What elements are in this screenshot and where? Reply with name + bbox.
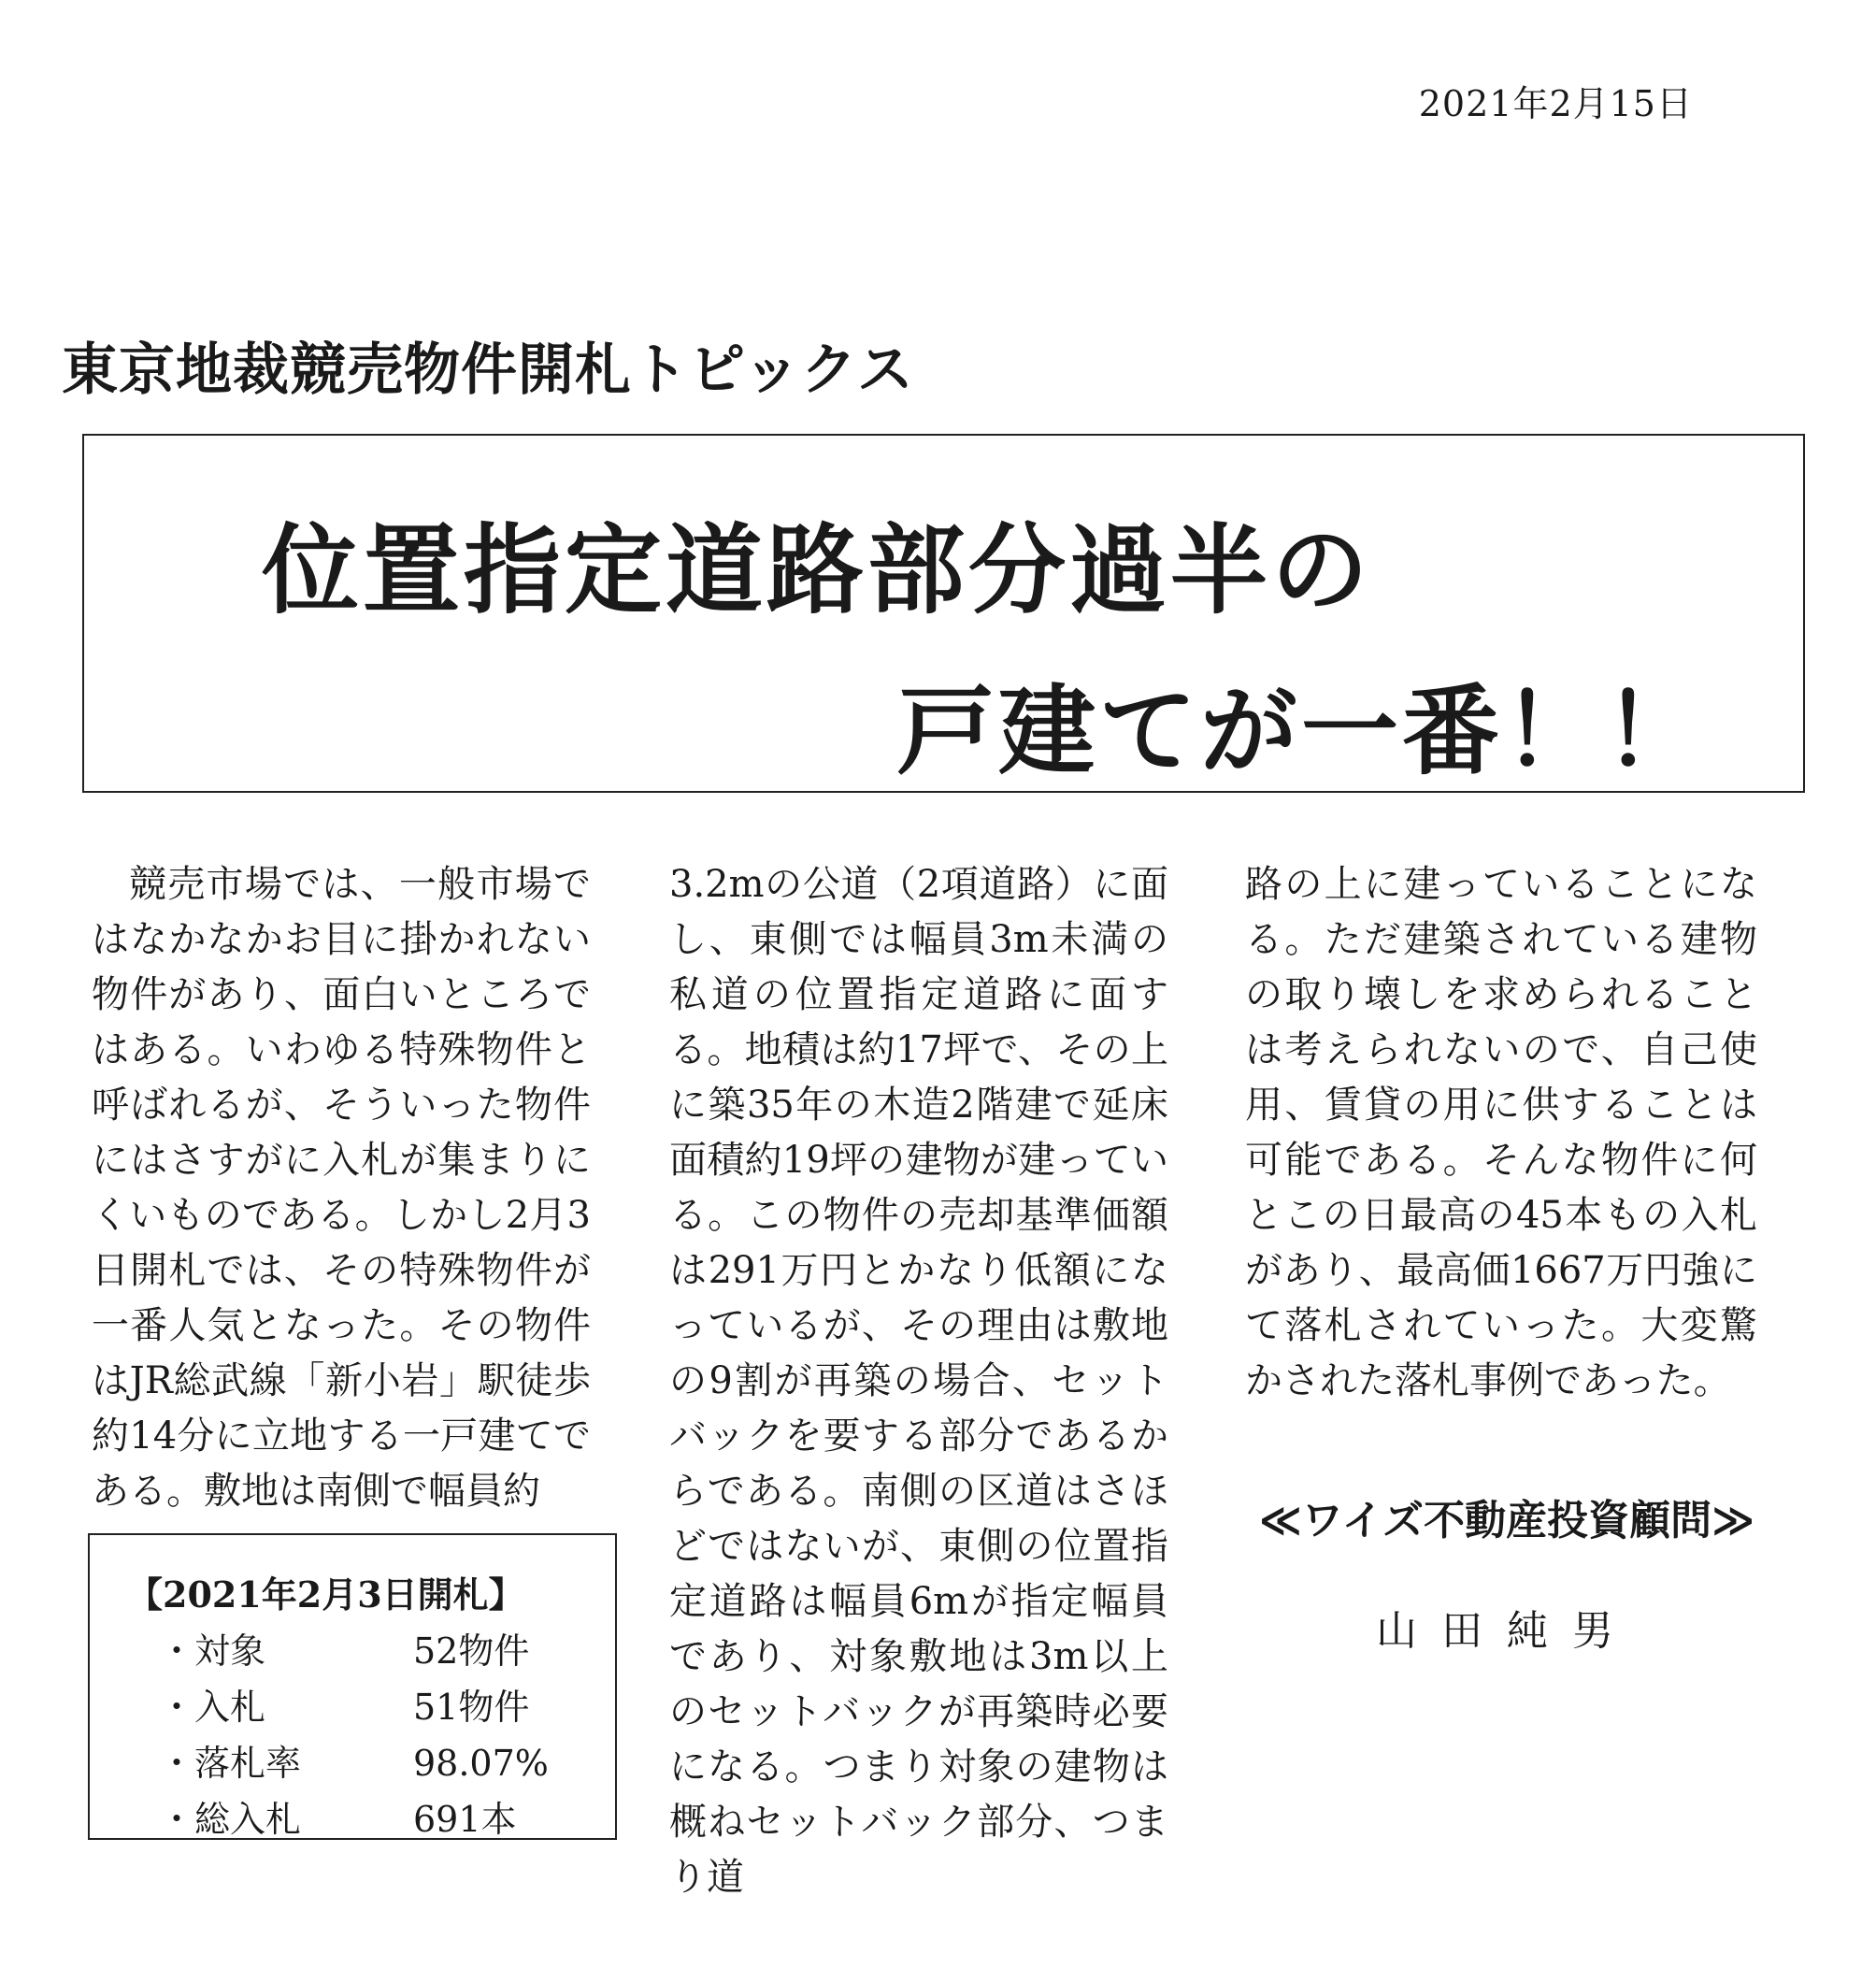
headline-line-1: 位置指定道路部分過半の xyxy=(262,513,1373,627)
article-date: 2021年2月15日 xyxy=(1418,83,1693,124)
article-column-1 xyxy=(92,857,591,1519)
stats-value: 52物件 xyxy=(413,1630,530,1672)
article-column-3 xyxy=(1245,857,1757,1409)
stats-value: 51物件 xyxy=(413,1687,530,1728)
stats-row-target xyxy=(127,1623,615,1679)
article-paragraph-2: 3.2mの公道（2項道路）に面し、東側では幅員3m未満の私道の位置指定道路に面する。地積は約17坪で、その上に築35年の木造2階建で延床面積約19坪の建物が建っている。この物件の売却基準価額は291万円とかなり低額になっているが、その理由は敷地の9割が再築の場合、セットバックを要する部分であるからである。南側の区道はさほどではないが、東側の位置指定道路は幅員6mが指定幅員であり、対象敷地は3m以上のセットバックが再築時必要になる。つまり対象の建物は概ねセットバック部分、つまり道 xyxy=(669,863,1168,1899)
headline-box xyxy=(82,434,1805,793)
stats-label: ・入札 xyxy=(159,1687,266,1728)
stats-value: 98.07% xyxy=(413,1743,549,1784)
auction-stats-box xyxy=(88,1533,617,1840)
stats-row-total-bids xyxy=(127,1791,615,1847)
stats-row-bids xyxy=(127,1679,615,1735)
article-paragraph-3: 路の上に建っていることになる。ただ建築されている建物の取り壊しを求められることは考えられないので、自己使用、賃貸の用に供することは可能である。そんな物件に何とこの日最高の45本もの入札があり、最高価1667万円強にて落札されていった。大変驚かされた落札事例であった。 xyxy=(1245,863,1757,1402)
stats-label: ・落札率 xyxy=(159,1743,302,1784)
byline-author: 山田純男 xyxy=(1376,1607,1638,1655)
article-paragraph-1: 競売市場では、一般市場ではなかなかお目に掛かれない物件があり、面白いところではある。いわゆる特殊物件と呼ばれるが、そういった物件にはさすがに入札が集まりにくいものである。しかし2月3日開札では、その特殊物件が一番人気となった。その物件はJR総武線「新小岩」駅徒歩約14分に立地する一戸建てである。敷地は南側で幅員約 xyxy=(92,863,591,1513)
series-title: 東京地裁競売物件開札トピックス xyxy=(62,338,914,403)
byline-organization: ≪ワイズ不動産投資顧問≫ xyxy=(1258,1497,1755,1544)
article-column-2 xyxy=(669,857,1168,1905)
stats-label: ・総入札 xyxy=(159,1799,302,1840)
stats-label: ・対象 xyxy=(159,1630,266,1672)
stats-row-rate xyxy=(127,1735,615,1791)
stats-heading: 【2021年2月3日開札】 xyxy=(127,1573,524,1616)
stats-value: 691本 xyxy=(413,1799,517,1840)
headline-line-2: 戸建てが一番！！ xyxy=(897,674,1706,788)
